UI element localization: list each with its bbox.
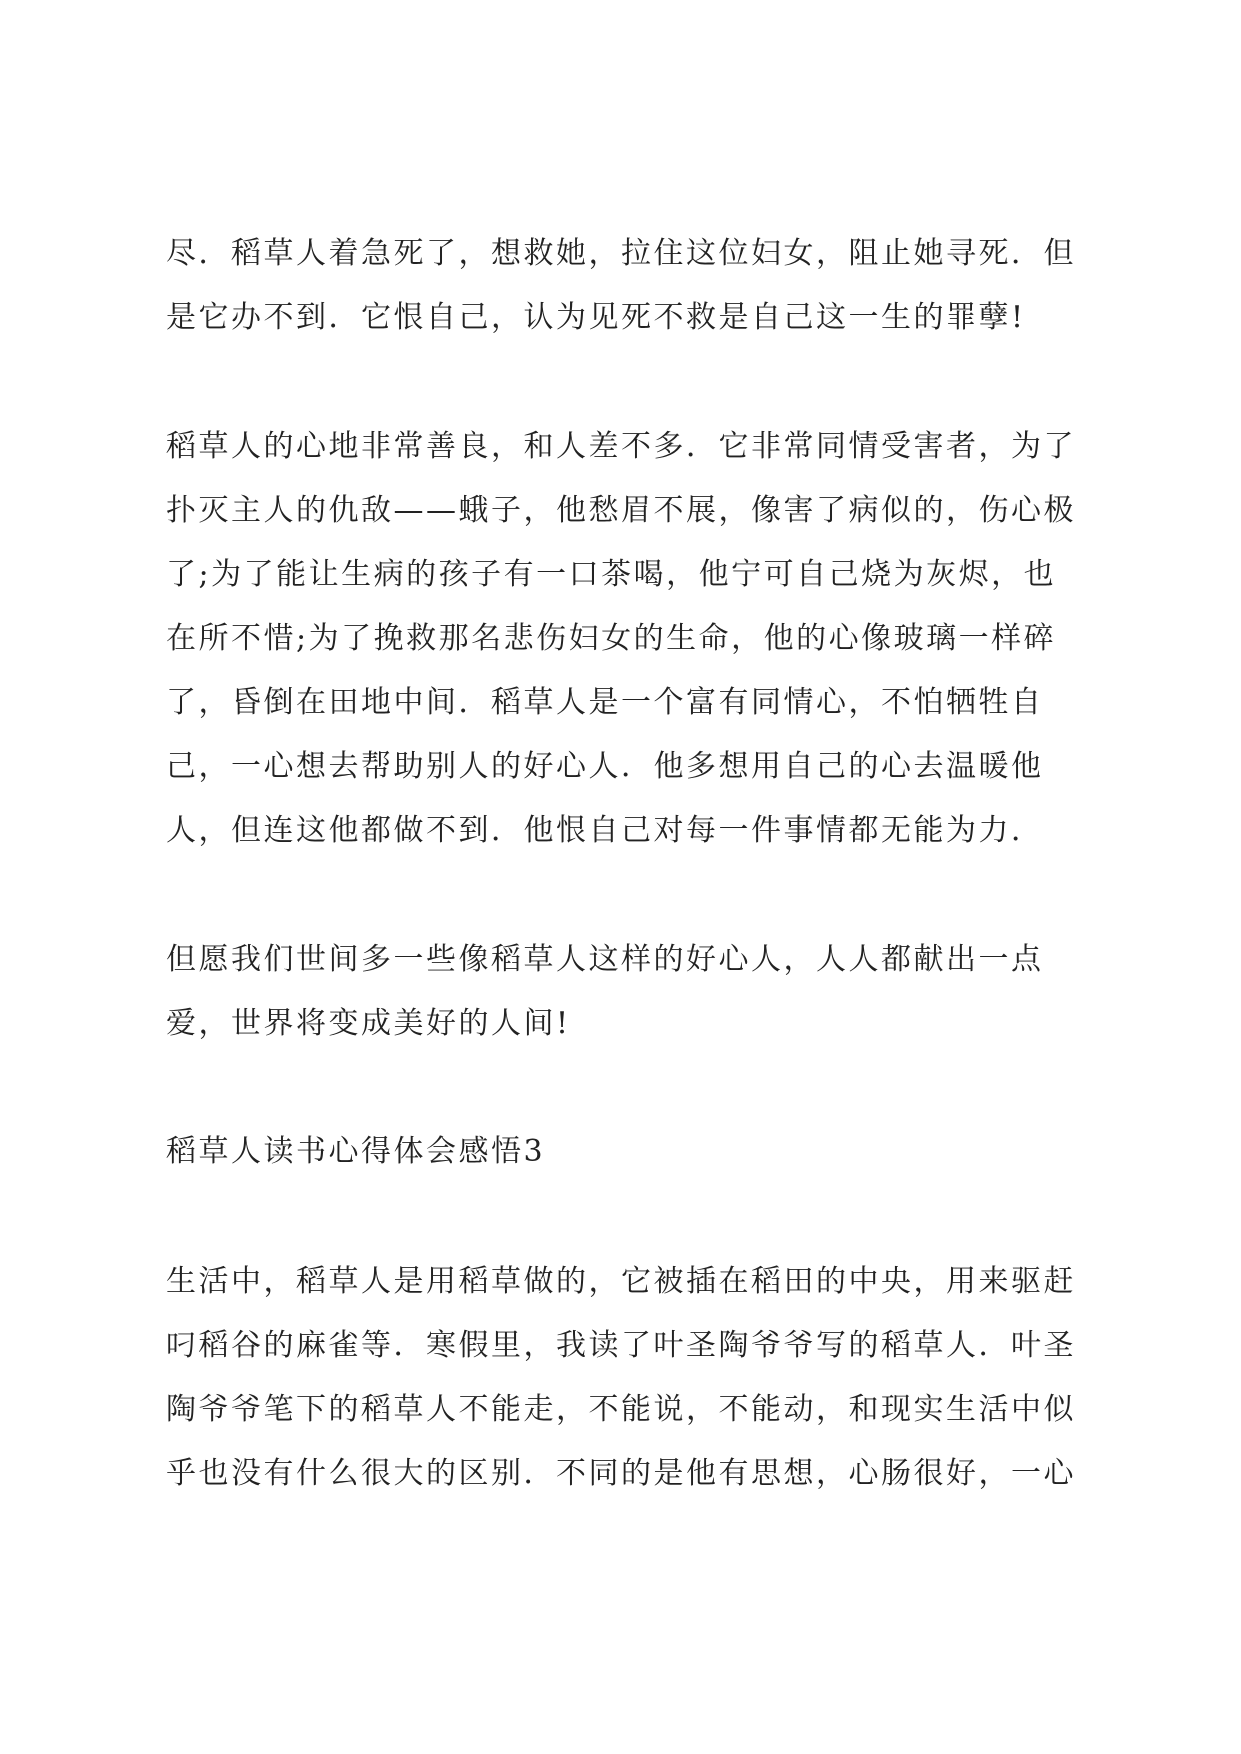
text-line: 爱，世界将变成美好的人间! [166,1006,571,1041]
section-heading [166,1120,1096,1184]
text-line: 了，昏倒在田地中间．稻草人是一个富有同情心，不怕牺牲自 [166,685,1044,720]
text-line: 人，但连这他都做不到．他恨自己对每一件事情都无能为力． [166,813,1044,848]
paragraph-3 [166,928,1096,1056]
text-line: 己，一心想去帮助别人的好心人．他多想用自己的心去温暖他 [166,749,1044,784]
paragraph-1 [166,222,1096,350]
paragraph-2 [166,415,1096,863]
text-line: 生活中，稻草人是用稻草做的，它被插在稻田的中央，用来驱赶 [166,1264,1076,1299]
text-line: 了;为了能让生病的孩子有一口茶喝，他宁可自己烧为灰烬，也 [166,557,1057,592]
text-line: 是它办不到．它恨自己，认为见死不救是自己这一生的罪孽! [166,300,1026,335]
text-line: 但愿我们世间多一些像稻草人这样的好心人，人人都献出一点 [166,942,1044,977]
text-line: 叼稻谷的麻雀等．寒假里，我读了叶圣陶爷爷写的稻草人．叶圣 [166,1328,1076,1363]
text-line: 扑灭主人的仇敌——蛾子，他愁眉不展，像害了病似的，伤心极 [166,493,1076,528]
text-line: 陶爷爷笔下的稻草人不能走，不能说，不能动，和现实生活中似 [166,1392,1076,1427]
text-line: 乎也没有什么很大的区别．不同的是他有思想，心肠很好，一心 [166,1456,1076,1491]
text-line: 在所不惜;为了挽救那名悲伤妇女的生命，他的心像玻璃一样碎 [166,621,1057,656]
heading-text: 稻草人读书心得体会感悟3 [166,1134,546,1169]
paragraph-4 [166,1250,1096,1506]
text-line: 尽．稻草人着急死了，想救她，拉住这位妇女，阻止她寻死．但 [166,236,1076,271]
text-line: 稻草人的心地非常善良，和人差不多．它非常同情受害者，为了 [166,429,1076,464]
